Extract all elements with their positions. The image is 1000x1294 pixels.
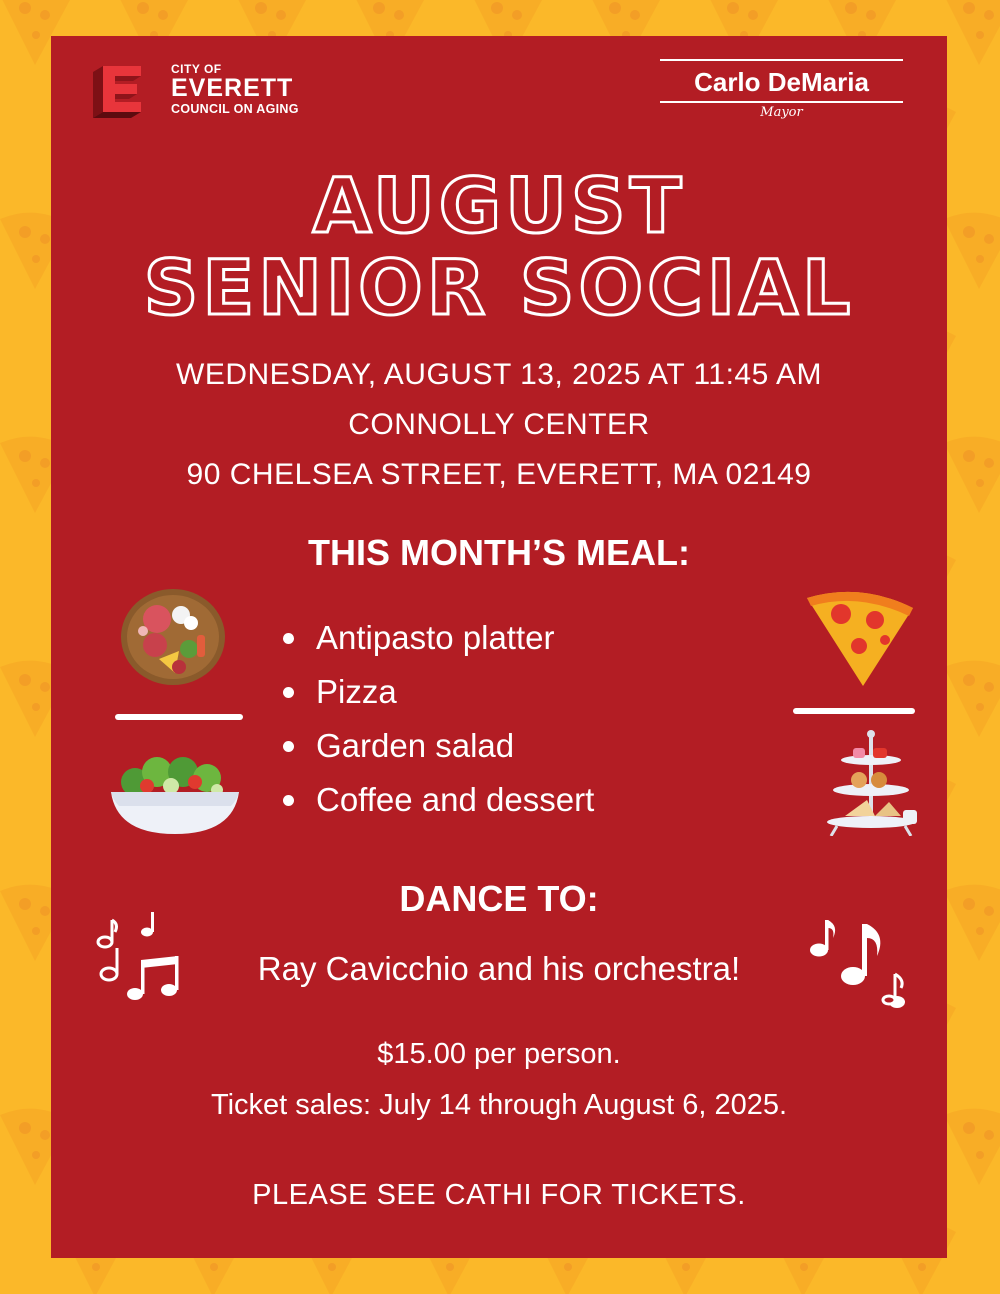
pizza-slice-icon	[801, 588, 919, 688]
list-item	[283, 719, 594, 773]
meal-menu-list	[283, 611, 594, 827]
headline-august: AUGUST	[312, 161, 686, 250]
bullet	[283, 687, 294, 698]
right-food-divider	[793, 708, 915, 714]
meal-section-title: THIS MONTH’S MEAL:	[308, 532, 690, 573]
background-pizza-icon	[994, 1212, 1000, 1294]
flyer-panel	[51, 36, 947, 1258]
ticket-contact: PLEASE SEE CATHI FOR TICKETS.	[252, 1179, 746, 1211]
event-address: 90 CHELSEA STREET, EVERETT, MA 02149	[186, 458, 812, 491]
salad-bowl-icon	[107, 752, 243, 836]
antipasto-platter-icon	[119, 587, 227, 687]
list-item	[283, 773, 594, 827]
logo-city-of: CITY OF	[171, 61, 222, 76]
menu-item-label: Pizza	[316, 673, 397, 710]
list-item	[283, 611, 594, 665]
band-name: Ray Cavicchio and his orchestra!	[257, 950, 741, 987]
event-datetime: WEDNESDAY, AUGUST 13, 2025 AT 11:45 AM	[176, 358, 822, 391]
menu-item-label: Garden salad	[316, 727, 515, 764]
background-pizza-icon	[994, 988, 1000, 1078]
bullet	[283, 795, 294, 806]
bullet	[283, 633, 294, 644]
mayor-name: Carlo DeMaria	[694, 67, 869, 97]
logo-everett: EVERETT	[171, 73, 294, 102]
dessert-stand-icon	[817, 730, 925, 836]
background-pizza-icon	[994, 92, 1000, 182]
council-on-aging-logo	[93, 58, 299, 120]
music-notes-icon	[805, 908, 917, 1008]
logo-council-on-aging: COUNCIL ON AGING	[171, 101, 299, 116]
background-pizza-icon	[994, 540, 1000, 630]
menu-item-label: Antipasto platter	[316, 619, 555, 656]
dance-section-title: DANCE TO:	[399, 878, 599, 919]
list-item	[283, 665, 594, 719]
event-venue: CONNOLLY CENTER	[348, 408, 650, 441]
ticket-price: $15.00 per person.	[377, 1038, 621, 1070]
mayor-title: Mayor	[760, 104, 803, 120]
background-pizza-icon	[994, 764, 1000, 854]
background-pizza-icon	[994, 316, 1000, 406]
menu-item-label: Coffee and dessert	[316, 781, 595, 818]
mayor-signature-block	[660, 59, 903, 120]
mayor-bottom-rule	[660, 101, 903, 103]
left-food-divider	[115, 714, 243, 720]
ticket-sales-dates: Ticket sales: July 14 through August 6, 2025.	[210, 1089, 788, 1121]
everett-e-logo-icon	[93, 58, 157, 120]
headline-senior-social: SENIOR SOCIAL	[143, 243, 855, 332]
bullet	[283, 741, 294, 752]
